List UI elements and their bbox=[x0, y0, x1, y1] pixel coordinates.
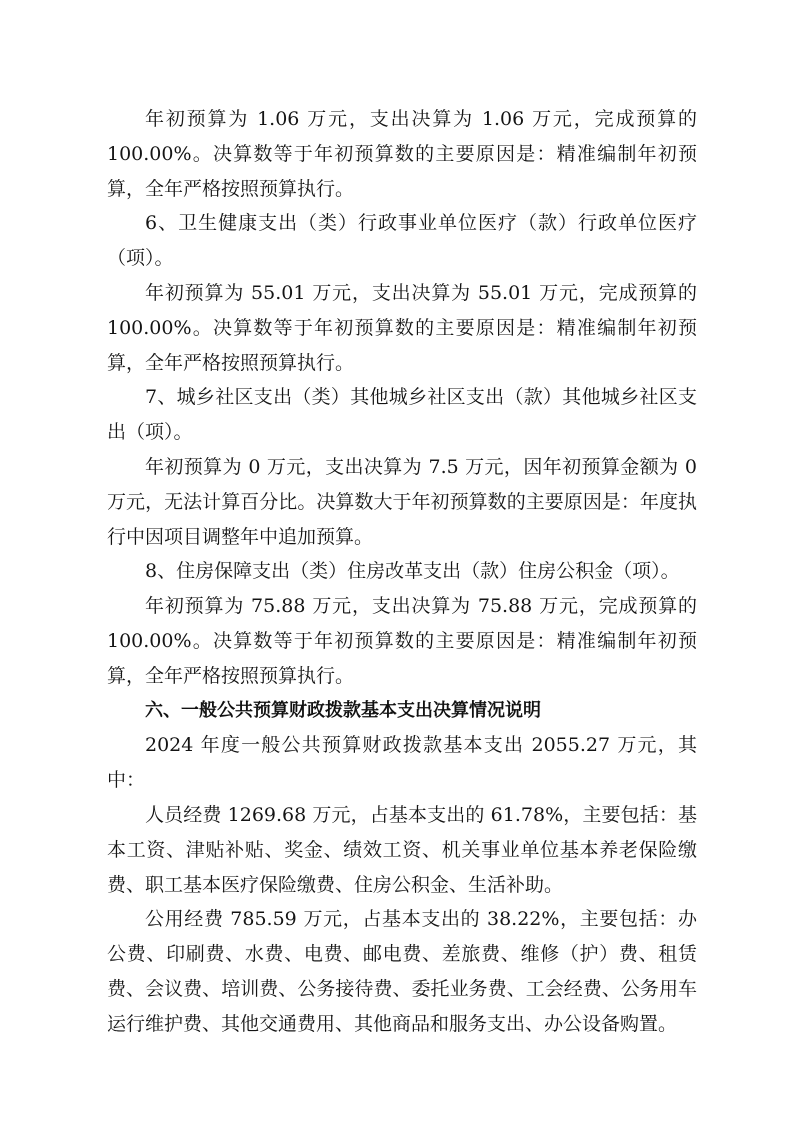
section-heading-six: 六、一般公共预算财政拨款基本支出决算情况说明 bbox=[145, 699, 541, 721]
paragraph-item-8-detail: 年初预算为 75.88 万元，支出决算为 75.88 万元，完成预算的 100.00%。决算数等于年初预算数的主要原因是：精准编制年初预算，全年严格按照预算执行。 bbox=[107, 595, 697, 687]
paragraph-item-6-detail: 年初预算为 55.01 万元，支出决算为 55.01 万元，完成预算的 100.00%。决算数等于年初预算数的主要原因是：精准编制年初预算，全年严格按照预算执行。 bbox=[107, 281, 697, 374]
paragraph-budget-item-5-detail: 年初预算为 1.06 万元，支出决算为 1.06 万元，完成预算的 100.00%。决算数等于年初预算数的主要原因是：精准编制年初预算，全年严格按照预算执行。 bbox=[107, 108, 697, 200]
paragraph-item-7-title: 7、城乡社区支出（类）其他城乡社区支出（款）其他城乡社区支出（项）。 bbox=[107, 386, 697, 444]
paragraph-item-6-title: 6、卫生健康支出（类）行政事业单位医疗（款）行政单位医疗（项）。 bbox=[107, 212, 697, 270]
paragraph-public-expenses: 公用经费 785.59 万元，占基本支出的 38.22%，主要包括：办公费、印刷费、水费、电费、邮电费、差旅费、维修（护）费、租赁费、会议费、培训费、公务接待费、委托业务费、工会经费、公务用车运行维护费、其他交通费用、其他商品和服务支出、办公设备购置。 bbox=[107, 908, 697, 1035]
paragraph-item-7-detail: 年初预算为 0 万元，支出决算为 7.5 万元，因年初预算金额为 0 万元，无法计算百分比。决算数大于年初预算数的主要原因是：年度执行中因项目调整年中追加预算。 bbox=[107, 455, 697, 548]
document-body bbox=[107, 102, 697, 1042]
paragraph-personnel-expenses: 人员经费 1269.68 万元，占基本支出的 61.78%，主要包括：基本工资、津贴补贴、奖金、绩效工资、机关事业单位基本养老保险缴费、职工基本医疗保险缴费、住房公积金、生活补助。 bbox=[107, 803, 697, 896]
paragraph-item-8-title: 8、住房保障支出（类）住房改革支出（款）住房公积金（项）。 bbox=[145, 560, 680, 583]
paragraph-basic-expenditure-total: 2024 年度一般公共预算财政拨款基本支出 2055.27 万元，其中： bbox=[107, 734, 697, 792]
